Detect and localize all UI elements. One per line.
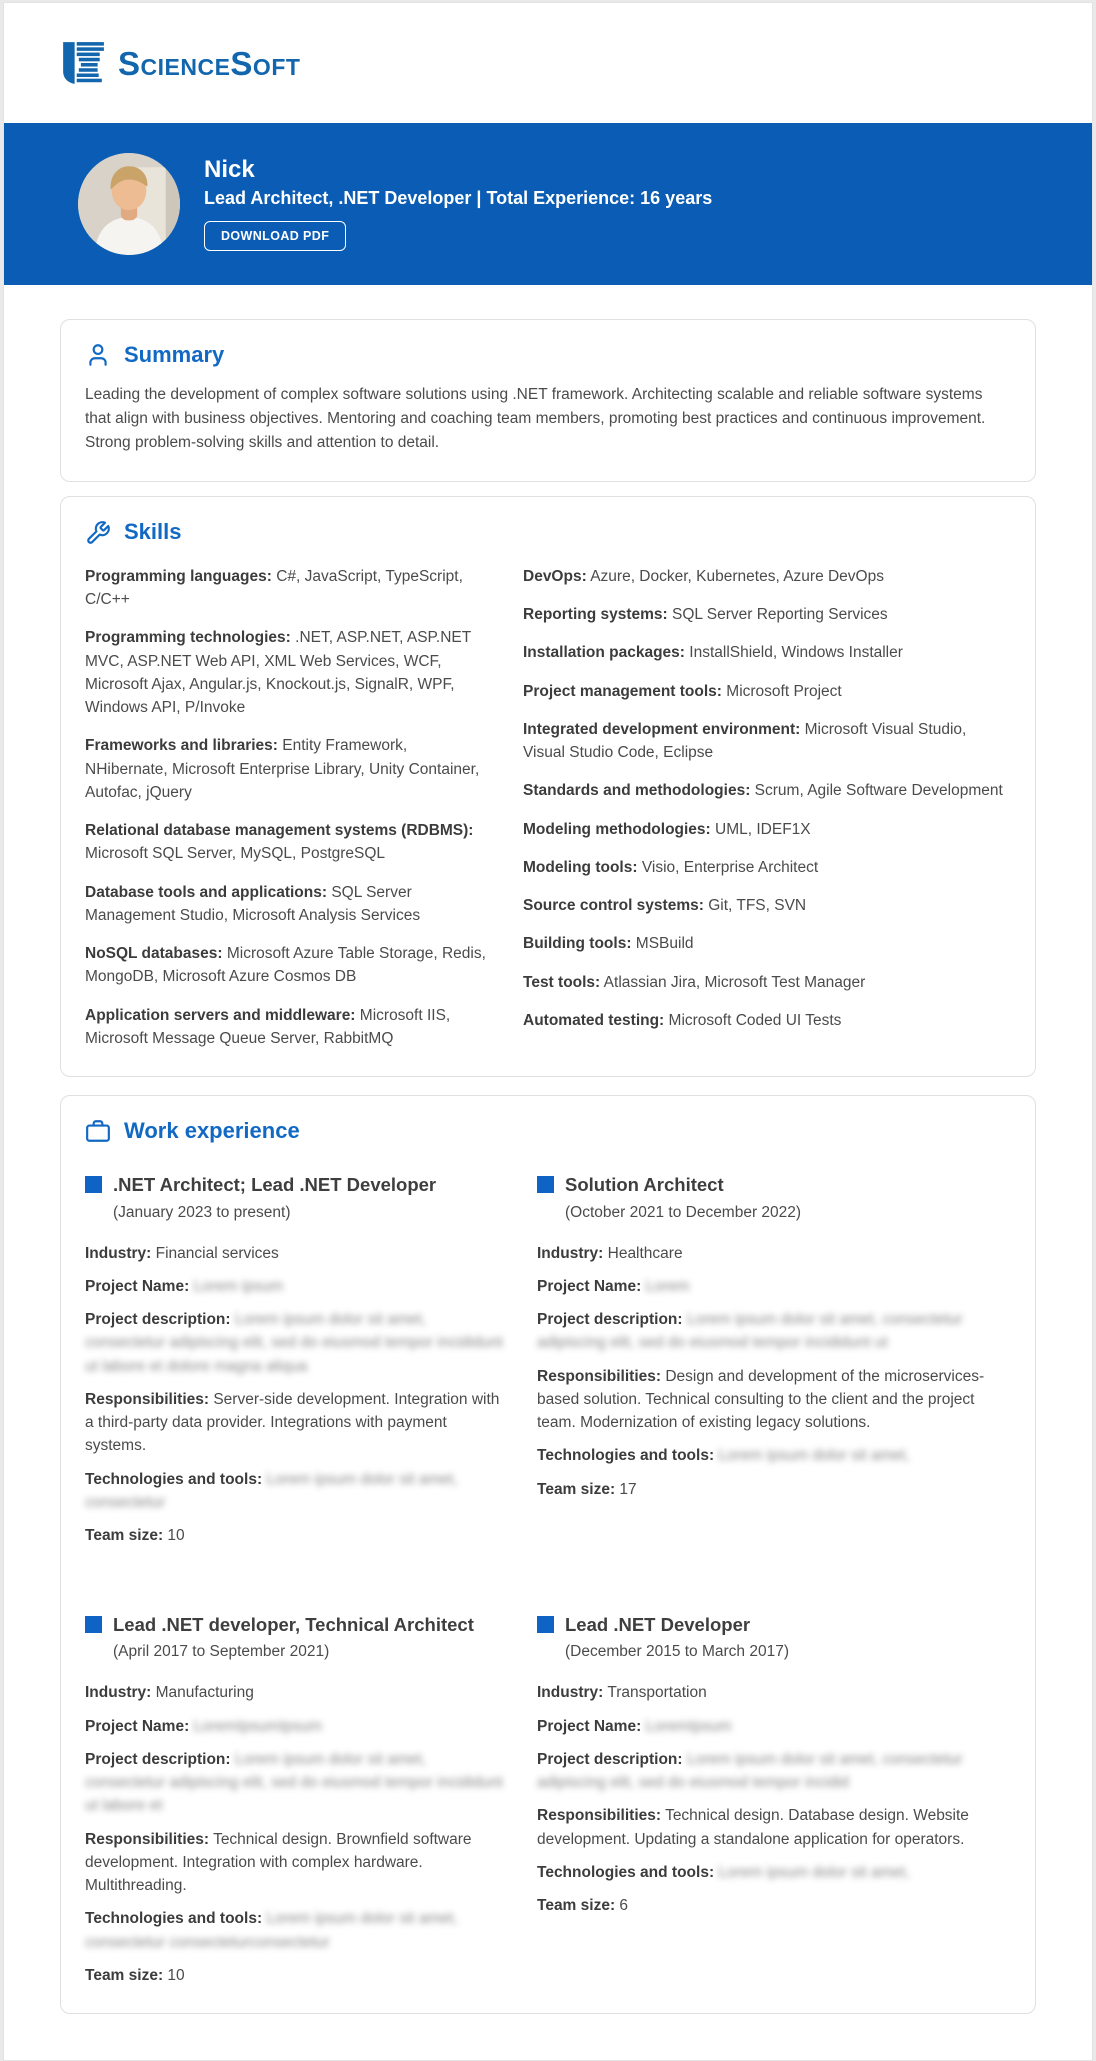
job-project-description: Project description: Lorem ipsum dolor sit amet, consectetur adipiscing elit, sed do eiusmod tempor incididunt ut labore et <box>85 1750 503 1815</box>
skills-title: Skills <box>124 519 182 545</box>
blurred-text: LoremIpsum <box>645 1717 732 1735</box>
job-entry-1 <box>85 1173 509 1547</box>
skill-item: Relational database management systems (RDBMS): Microsoft SQL Server, MySQL, PostgreSQL <box>85 822 474 863</box>
resume-page <box>3 2 1093 2061</box>
blurred-text: Lorem ipsum dolor sit amet, consectetur consecteturconsectetur <box>85 1910 458 1951</box>
job-bullet-icon <box>85 1616 102 1633</box>
job-industry: Industry: Manufacturing <box>85 1684 254 1702</box>
summary-title: Summary <box>124 342 225 367</box>
job-responsibilities: Responsibilities: Technical design. Database design. Website development. Updating a standalone application for operators. <box>537 1807 969 1848</box>
skills-column-left <box>85 565 493 1050</box>
blurred-text: Lorem ipsum dolor sit amet, consectetur adipiscing elit, sed do eiusmod tempor incididunt ut labore et <box>85 1750 503 1815</box>
job-bullet-icon <box>537 1616 554 1633</box>
job-bullet-icon <box>537 1176 554 1193</box>
work-header <box>85 1118 1011 1144</box>
skill-item: Building tools: MSBuild <box>523 935 694 953</box>
job-project-name: Project Name: LoremIpsum <box>537 1717 732 1735</box>
person-name: Nick <box>204 155 255 183</box>
job-industry: Industry: Financial services <box>85 1244 279 1262</box>
jobs-grid <box>85 1159 1011 1987</box>
job-entry-3 <box>85 1613 509 1987</box>
job-project-description: Project description: Lorem ipsum dolor sit amet, consectetur adipiscing elit, sed do eiusmod tempor incidid <box>537 1750 963 1792</box>
sciencesoft-logo[interactable] <box>60 40 300 86</box>
job-title: Lead .NET developer, Technical Architect <box>113 1614 474 1636</box>
download-pdf-button[interactable]: DOWNLOAD PDF <box>204 221 346 251</box>
skill-item: Source control systems: Git, TFS, SVN <box>523 897 807 915</box>
job-industry: Industry: Healthcare <box>537 1244 683 1262</box>
skill-item: DevOps: Azure, Docker, Kubernetes, Azure DevOps <box>523 567 884 585</box>
summary-header <box>85 342 1011 368</box>
person-title: Lead Architect, .NET Developer | Total Experience: 16 years <box>204 188 713 209</box>
blurred-text: LoremIpsumIpsum <box>193 1717 322 1735</box>
job-project-name: Project Name: Lorem <box>537 1277 690 1295</box>
blurred-text: Lorem ipsum <box>193 1277 284 1295</box>
profile-banner <box>4 123 1092 285</box>
skill-item: Programming technologies: .NET, ASP.NET, ASP.NET MVC, ASP.NET Web API, XML Web Services, WCF, Microsoft Ajax, Angular.js, Knockout.js, SignalR, WPF, Windows API, P/Invoke <box>85 629 471 717</box>
sciencesoft-logo-icon <box>60 40 106 86</box>
skill-item: Automated testing: Microsoft Coded UI Tests <box>523 1011 842 1029</box>
wrench-icon <box>85 520 111 546</box>
job-industry: Industry: Transportation <box>537 1684 707 1702</box>
blurred-text: Lorem ipsum dolor sit amet, <box>718 1863 910 1881</box>
work-experience-card <box>60 1095 1036 2014</box>
banner-info <box>204 157 712 251</box>
skill-item: Modeling tools: Visio, Enterprise Architect <box>523 858 819 876</box>
job-bullet-icon <box>85 1176 102 1193</box>
job-head <box>85 1173 509 1221</box>
job-head <box>85 1613 509 1661</box>
skill-item: Modeling methodologies: UML, IDEF1X <box>523 820 811 838</box>
job-project-name: Project Name: LoremIpsumIpsum <box>85 1717 322 1735</box>
job-period: (December 2015 to March 2017) <box>565 1643 790 1661</box>
top-bar <box>4 3 1092 123</box>
skill-item: Frameworks and libraries: Entity Framework, NHibernate, Microsoft Enterprise Library, Unity Container, Autofac, jQuery <box>85 737 480 801</box>
skills-column-right <box>523 565 1011 1050</box>
skills-header <box>85 519 1011 545</box>
job-project-description: Project description: Lorem ipsum dolor sit amet, consectetur adipiscing elit, sed do eiusmod tempor incididunt ut labore et dolore magna aliqua <box>85 1311 503 1375</box>
blurred-text: Lorem ipsum dolor sit amet, consectetur adipiscing elit, sed do eiusmod tempor incididunt ut labore et dolore magna aliqua <box>85 1311 503 1375</box>
job-team-size: Team size: 6 <box>537 1897 629 1915</box>
blurred-text: Lorem <box>645 1277 690 1295</box>
skill-item: Standards and methodologies: Scrum, Agile Software Development <box>523 782 1003 800</box>
blurred-text: Lorem ipsum dolor sit amet, <box>718 1447 910 1465</box>
job-entry-2 <box>537 1173 1011 1547</box>
job-team-size: Team size: 17 <box>537 1480 637 1498</box>
skills-grid <box>85 561 1011 1050</box>
skill-item: Integrated development environment: Microsoft Visual Studio, Visual Studio Code, Eclipse <box>523 720 967 762</box>
user-icon <box>85 342 111 368</box>
job-title: .NET Architect; Lead .NET Developer <box>113 1174 437 1196</box>
job-entry-4 <box>537 1613 1011 1987</box>
skill-item: Test tools: Atlassian Jira, Microsoft Test Manager <box>523 973 866 991</box>
sciencesoft-wordmark: ScienceSoft <box>118 44 301 82</box>
job-head <box>537 1173 1011 1221</box>
work-title: Work experience <box>124 1118 300 1144</box>
avatar <box>78 153 180 255</box>
job-project-name: Project Name: Lorem ipsum <box>85 1277 284 1295</box>
resume-body <box>4 285 1092 2060</box>
skill-item: Reporting systems: SQL Server Reporting Services <box>523 606 888 624</box>
blurred-text: Lorem ipsum dolor sit amet, consectetur <box>85 1470 458 1511</box>
job-title: Lead .NET Developer <box>565 1614 751 1636</box>
blurred-text: Lorem ipsum dolor sit amet, consectetur adipiscing elit, sed do eiusmod tempor incidid <box>537 1750 963 1792</box>
skill-item: Database tools and applications: SQL Server Management Studio, Microsoft Analysis Services <box>85 883 421 924</box>
skill-item: Installation packages: InstallShield, Windows Installer <box>523 644 903 662</box>
job-period: (January 2023 to present) <box>113 1203 291 1221</box>
job-responsibilities: Responsibilities: Technical design. Brownfield software development. Integration with complex hardware. Multithreading. <box>85 1830 472 1895</box>
summary-card <box>60 319 1036 482</box>
job-technologies: Technologies and tools: Lorem ipsum dolor sit amet, consectetur consecteturconsectetur <box>85 1910 458 1951</box>
job-head <box>537 1613 1011 1661</box>
job-period: (April 2017 to September 2021) <box>113 1643 330 1661</box>
skill-item: Application servers and middleware: Microsoft IIS, Microsoft Message Queue Server, RabbitMQ <box>85 1006 451 1047</box>
blurred-text: Lorem ipsum dolor sit amet, consectetur adipiscing elit, sed do eiusmod tempor incididunt ut <box>537 1311 963 1352</box>
skill-item: Project management tools: Microsoft Project <box>523 682 842 700</box>
job-technologies: Technologies and tools: Lorem ipsum dolor sit amet, <box>537 1863 910 1881</box>
job-responsibilities: Responsibilities: Server-side development. Integration with a third-party data provider. Integrations with payment systems. <box>85 1390 500 1455</box>
skills-card <box>60 496 1036 1077</box>
job-team-size: Team size: 10 <box>85 1527 185 1545</box>
job-project-description: Project description: Lorem ipsum dolor sit amet, consectetur adipiscing elit, sed do eiusmod tempor incididunt ut <box>537 1311 963 1352</box>
summary-text: Leading the development of complex software solutions using .NET framework. Architecting scalable and reliable software systems that align with business objectives. Mentoring and coaching team members, promoting best practices and continuous improvement. Strong problem-solving skills and attention to detail. <box>85 386 986 452</box>
job-responsibilities: Responsibilities: Design and development of the microservices-based solution. Technical consulting to the client and the project team. Modernization of existing legacy solutions. <box>537 1367 985 1432</box>
job-technologies: Technologies and tools: Lorem ipsum dolor sit amet, consectetur <box>85 1470 458 1511</box>
job-title: Solution Architect <box>565 1174 724 1196</box>
job-technologies: Technologies and tools: Lorem ipsum dolor sit amet, <box>537 1447 910 1465</box>
skill-item: NoSQL databases: Microsoft Azure Table Storage, Redis, MongoDB, Microsoft Azure Cosmos DB <box>85 945 486 986</box>
job-team-size: Team size: 10 <box>85 1966 185 1984</box>
skill-item: Programming languages: C#, JavaScript, TypeScript, C/C++ <box>85 567 463 609</box>
job-period: (October 2021 to December 2022) <box>565 1203 802 1221</box>
briefcase-icon <box>85 1118 111 1144</box>
